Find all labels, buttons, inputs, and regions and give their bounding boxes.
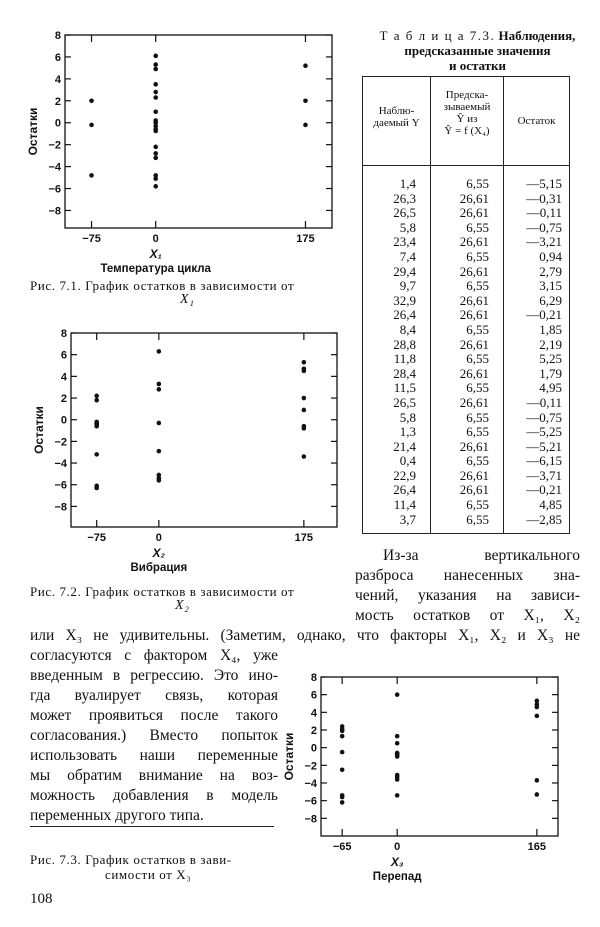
data-point xyxy=(157,382,162,387)
column-observed xyxy=(363,177,416,527)
text-line: может проявиться после такого xyxy=(30,707,278,724)
x-tick-label: 0 xyxy=(155,532,162,544)
table-cell-predicted: 26,61 xyxy=(459,467,489,483)
data-point xyxy=(340,795,345,800)
data-point xyxy=(303,63,308,68)
table-cell-residual: 1,85 xyxy=(539,321,562,337)
y-tick-label: 0 xyxy=(310,742,317,755)
column-predicted xyxy=(431,177,489,527)
y-tick-label: 0 xyxy=(60,414,67,427)
table-cell-predicted: 26,61 xyxy=(459,234,489,250)
table-cell-observed: 3,7 xyxy=(399,511,416,527)
y-tick-label: −4 xyxy=(48,161,61,174)
table-cell-predicted: 26,61 xyxy=(459,365,489,381)
column-residual xyxy=(504,177,562,527)
table-cell-observed: 22,9 xyxy=(393,467,416,483)
data-point xyxy=(157,421,162,426)
y-tick-label: 8 xyxy=(54,30,61,42)
data-point xyxy=(157,349,162,354)
data-point xyxy=(340,729,345,734)
y-tick-label: −8 xyxy=(54,501,67,514)
data-point xyxy=(89,123,94,128)
header-residual: Остаток xyxy=(517,115,556,127)
table-cell-observed: 11,8 xyxy=(393,351,416,367)
x-axis-label: Температура цикла xyxy=(100,263,211,275)
table-cell-residual: —0,11 xyxy=(526,205,562,221)
x-tick-label: 165 xyxy=(527,841,547,853)
table-cell-residual: 3,15 xyxy=(539,278,562,294)
text-line: разброса нанесенных зна- xyxy=(355,567,580,584)
x-axis-variable: X₂ xyxy=(152,546,166,560)
table-cell-observed: 11,4 xyxy=(393,497,416,513)
table-title-line2: предсказанные значения xyxy=(404,43,551,58)
table-cell-residual: —3,21 xyxy=(526,234,562,250)
x-tick-label: 0 xyxy=(394,841,401,853)
x-axis-variable: X₁ xyxy=(149,247,162,261)
table-cell-observed: 29,4 xyxy=(393,263,416,279)
data-point xyxy=(153,129,158,134)
table-cell-predicted: 26,61 xyxy=(459,190,489,206)
data-point xyxy=(303,123,308,128)
table-cell-predicted: 26,61 xyxy=(459,263,489,279)
y-tick-label: −4 xyxy=(54,458,67,471)
data-point xyxy=(395,777,400,782)
table-title xyxy=(355,28,600,43)
header-divider xyxy=(363,165,569,166)
fig3-caption-2: симости от X₃ xyxy=(105,867,192,882)
data-point xyxy=(395,793,400,798)
table-cell-observed: 1,3 xyxy=(399,424,416,440)
table-cell-observed: 28,4 xyxy=(393,365,416,381)
table-cell-residual: 4,85 xyxy=(539,497,562,513)
y-tick-label: −6 xyxy=(304,795,317,808)
table-title-line3: и остатки xyxy=(448,58,507,73)
scatter-svg xyxy=(31,293,377,577)
data-point xyxy=(340,800,345,805)
data-point xyxy=(153,95,158,100)
data-point xyxy=(153,82,158,87)
fig2-caption-var: X₂ xyxy=(175,598,190,613)
y-tick-label: −4 xyxy=(304,778,317,790)
y-tick-label: 2 xyxy=(54,95,61,108)
text-line: можность добавления в модель xyxy=(30,787,278,804)
data-point xyxy=(153,184,158,189)
table-cell-predicted: 26,61 xyxy=(459,482,489,498)
data-point xyxy=(94,452,99,457)
y-tick-label: 2 xyxy=(60,393,67,406)
table-cell-residual: —3,71 xyxy=(526,467,562,483)
text-line: или X₃ не удивительны. (Заметим, однако, что факторы X₁, X₂ и X₃ не xyxy=(30,627,580,644)
text-line: гда вуалирует связь, которая xyxy=(30,687,278,704)
data-point xyxy=(395,752,400,757)
table-cell-predicted: 26,61 xyxy=(459,292,489,308)
data-point xyxy=(153,145,158,150)
table-cell-observed: 0,4 xyxy=(399,453,416,469)
y-tick-label: 4 xyxy=(54,73,61,86)
data-point xyxy=(94,394,99,399)
data-point xyxy=(153,156,158,161)
table-cell-residual: 2,79 xyxy=(539,263,562,279)
table-cell-predicted: 6,55 xyxy=(466,351,489,367)
y-tick-label: 6 xyxy=(60,349,67,362)
data-point xyxy=(157,478,162,483)
table-cell-residual: —0,75 xyxy=(526,219,562,235)
table-cell-residual: 1,79 xyxy=(539,365,562,381)
x-axis-variable: X₃ xyxy=(390,855,404,869)
data-point xyxy=(302,369,307,374)
table-cell-residual: —0,11 xyxy=(526,394,562,410)
x-tick-label: 175 xyxy=(294,532,314,544)
data-point xyxy=(340,734,345,739)
data-point xyxy=(395,692,400,697)
data-point xyxy=(302,408,307,413)
data-point xyxy=(302,454,307,459)
table-cell-residual: —0,75 xyxy=(526,409,562,425)
data-point xyxy=(153,67,158,72)
table-cell-predicted: 26,61 xyxy=(459,438,489,454)
table-cell-residual: 6,29 xyxy=(539,292,562,308)
table-cell-residual: —2,85 xyxy=(526,511,562,527)
table-cell-residual: 4,95 xyxy=(539,380,562,396)
table-cell-predicted: 6,55 xyxy=(466,511,489,527)
y-tick-label: 6 xyxy=(310,689,317,702)
text-line: согласования.) Вместо попыток xyxy=(30,727,278,744)
data-table xyxy=(362,76,570,534)
y-tick-label: 6 xyxy=(54,51,61,64)
table-cell-predicted: 6,55 xyxy=(466,497,489,513)
plot-frame xyxy=(71,333,337,527)
text-line: введенным в регрессию. Это ино- xyxy=(30,667,278,684)
data-point xyxy=(153,176,158,181)
table-cell-predicted: 6,55 xyxy=(466,278,489,294)
text-line: переменных другого типа. xyxy=(30,807,204,824)
table-cell-residual: —0,31 xyxy=(526,190,562,206)
data-point xyxy=(89,173,94,178)
data-point xyxy=(94,424,99,429)
table-cell-observed: 5,8 xyxy=(399,409,416,425)
header-observed: Наблю- даемый Y xyxy=(373,105,420,129)
y-tick-label: 8 xyxy=(310,672,317,684)
table-cell-observed: 26,3 xyxy=(393,190,416,206)
table-cell-predicted: 6,55 xyxy=(466,409,489,425)
data-point xyxy=(535,792,540,797)
data-point xyxy=(340,767,345,772)
data-point xyxy=(153,62,158,67)
fig3-caption: Рис. 7.3. График остатков в зави- xyxy=(30,852,232,867)
table-cell-observed: 21,4 xyxy=(393,438,416,454)
y-tick-label: −6 xyxy=(54,479,67,492)
table-cell-residual: —0,21 xyxy=(526,482,562,498)
data-point xyxy=(153,54,158,59)
y-tick-label: 4 xyxy=(310,707,317,720)
y-tick-label: −8 xyxy=(304,813,317,826)
data-point xyxy=(157,387,162,392)
fig1-caption: Рис. 7.1. График остатков в зависимости от xyxy=(30,278,295,293)
table-cell-observed: 11,5 xyxy=(393,380,416,396)
footnote-rule xyxy=(30,826,274,827)
x-axis-label: Перепад xyxy=(372,871,422,883)
page-number: 108 xyxy=(30,891,53,907)
data-point xyxy=(94,398,99,403)
y-tick-label: −2 xyxy=(48,139,61,152)
x-tick-label: −75 xyxy=(82,233,101,245)
table-cell-observed: 1,4 xyxy=(399,176,416,191)
table-cell-predicted: 6,55 xyxy=(466,248,489,264)
table-cell-observed: 26,5 xyxy=(393,394,416,410)
table-cell-predicted: 26,61 xyxy=(459,205,489,221)
x-tick-label: 175 xyxy=(296,233,315,245)
y-axis-label: Остатки xyxy=(282,732,296,781)
y-tick-label: −8 xyxy=(48,205,61,218)
x-tick-label: −65 xyxy=(332,841,352,853)
table-cell-predicted: 26,61 xyxy=(459,336,489,352)
y-tick-label: −2 xyxy=(304,760,317,773)
data-point xyxy=(535,705,540,710)
y-tick-label: 4 xyxy=(60,371,67,384)
data-point xyxy=(89,98,94,103)
table-cell-residual: 2,19 xyxy=(539,336,562,352)
table-cell-observed: 26,4 xyxy=(393,307,416,323)
table-cell-residual: 5,25 xyxy=(539,351,562,367)
x-tick-label: −75 xyxy=(87,532,107,544)
table-cell-observed: 23,4 xyxy=(393,234,416,250)
fig2-caption: Рис. 7.2. График остатков в зависимости от xyxy=(30,584,295,599)
y-tick-label: 0 xyxy=(54,117,61,130)
text-line: мость остатков от X₁, X₂ xyxy=(355,607,580,624)
table-cell-predicted: 6,55 xyxy=(466,176,489,191)
table-cell-residual: —0,21 xyxy=(526,307,562,323)
x-axis-label: Вибрация xyxy=(130,562,188,574)
table-cell-observed: 9,7 xyxy=(399,278,416,294)
table-cell-residual: —5,15 xyxy=(526,176,562,191)
table-cell-predicted: 26,61 xyxy=(459,307,489,323)
y-tick-label: −6 xyxy=(48,183,61,196)
text-line: чений, указания на зависи- xyxy=(355,587,580,604)
data-point xyxy=(302,426,307,431)
data-point xyxy=(395,734,400,739)
y-tick-label: 2 xyxy=(310,725,317,737)
table-cell-predicted: 6,55 xyxy=(466,219,489,235)
table-cell-predicted: 26,61 xyxy=(459,394,489,410)
data-point xyxy=(302,396,307,401)
fig1-caption-var: X₁ xyxy=(180,292,195,307)
table-cell-predicted: 6,55 xyxy=(466,321,489,337)
plot-frame xyxy=(65,35,332,228)
scatter-svg xyxy=(281,637,598,886)
y-axis-label: Остатки xyxy=(26,107,40,156)
table-cell-observed: 32,9 xyxy=(393,292,416,308)
data-point xyxy=(153,109,158,114)
plot-frame xyxy=(321,677,558,836)
text-line: использовать наши переменные xyxy=(30,747,278,764)
data-point xyxy=(535,778,540,783)
data-point xyxy=(395,741,400,746)
data-point xyxy=(153,151,158,156)
table-title-rest: Наблюдения, xyxy=(498,28,576,43)
table-cell-residual: 0,94 xyxy=(539,248,562,264)
data-point xyxy=(153,90,158,95)
table-cell-observed: 7,4 xyxy=(399,248,416,264)
data-point xyxy=(94,486,99,491)
text-line: согласуются с фактором X₄, уже xyxy=(30,647,278,664)
scatter-svg xyxy=(25,0,372,278)
y-tick-label: 8 xyxy=(60,328,67,340)
table-cell-observed: 5,8 xyxy=(399,219,416,235)
y-tick-label: −2 xyxy=(54,436,67,449)
data-point xyxy=(535,714,540,719)
data-point xyxy=(303,98,308,103)
table-cell-observed: 28,8 xyxy=(393,336,416,352)
table-cell-residual: —6,15 xyxy=(526,453,562,469)
table-cell-observed: 26,4 xyxy=(393,482,416,498)
table-cell-observed: 26,5 xyxy=(393,205,416,221)
text-line: мы обратим внимание на воз- xyxy=(30,767,278,784)
data-point xyxy=(157,449,162,454)
table-title-prefix: Т а б л и ц а 7.3. xyxy=(379,28,496,43)
header-predicted: Предска- зываемый Ŷ из Ŷ = f (X₄) xyxy=(443,89,491,137)
table-cell-predicted: 6,55 xyxy=(466,453,489,469)
x-tick-label: 0 xyxy=(152,233,159,245)
table-cell-residual: —5,25 xyxy=(526,424,562,440)
table-cell-predicted: 6,55 xyxy=(466,424,489,440)
y-axis-label: Остатки xyxy=(32,406,46,454)
table-cell-predicted: 6,55 xyxy=(466,380,489,396)
table-cell-residual: —5,21 xyxy=(526,438,562,454)
table-cell-observed: 8,4 xyxy=(399,321,416,337)
text-line: Из-за вертикального xyxy=(383,547,580,564)
data-point xyxy=(302,360,307,365)
data-point xyxy=(340,750,345,755)
